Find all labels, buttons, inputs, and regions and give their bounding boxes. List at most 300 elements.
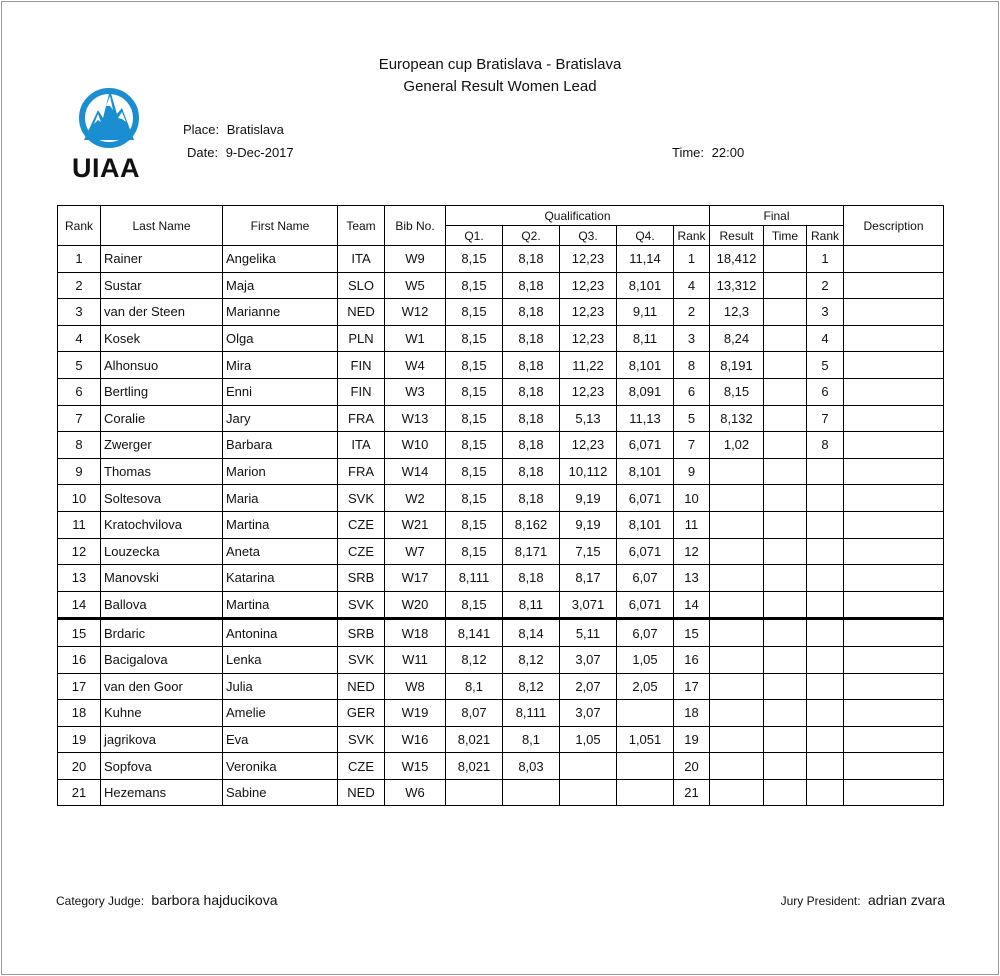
place-value: Bratislava	[226, 122, 284, 137]
cell-time	[764, 485, 807, 512]
cell-q-rank: 9	[674, 458, 710, 485]
cell-description	[844, 538, 944, 565]
cell-q2: 8,171	[503, 538, 560, 565]
cell-bib: W4	[385, 352, 446, 379]
cell-bib: W16	[385, 726, 446, 753]
cell-q3: 12,23	[560, 246, 617, 273]
cell-result	[710, 646, 764, 673]
cell-team: PLN	[338, 325, 385, 352]
cell-q-rank: 6	[674, 378, 710, 405]
cell-rank: 5	[58, 352, 101, 379]
cell-q4: 1,051	[617, 726, 674, 753]
cell-team: CZE	[338, 538, 385, 565]
cell-team: GER	[338, 700, 385, 727]
cell-q3: 8,17	[560, 565, 617, 592]
cell-q4: 11,14	[617, 246, 674, 273]
cell-time	[764, 591, 807, 619]
cell-result	[710, 511, 764, 538]
cell-time	[764, 753, 807, 780]
cell-final-rank: 2	[807, 272, 844, 299]
cell-team: SRB	[338, 619, 385, 647]
cell-bib: W8	[385, 673, 446, 700]
cell-q4: 8,101	[617, 272, 674, 299]
table-row	[58, 538, 944, 565]
cell-time	[764, 299, 807, 326]
cell-q2	[503, 779, 560, 806]
president-label: Jury President:	[780, 894, 861, 908]
cell-rank: 8	[58, 432, 101, 459]
cell-q-rank: 19	[674, 726, 710, 753]
cell-bib: W19	[385, 700, 446, 727]
cell-q3: 11,22	[560, 352, 617, 379]
header-last-name: Last Name	[101, 206, 223, 246]
header-final: Final	[710, 206, 844, 226]
cell-first-name: Marion	[223, 458, 338, 485]
table-row	[58, 619, 944, 647]
cell-bib: W12	[385, 299, 446, 326]
cell-first-name: Antonina	[223, 619, 338, 647]
cell-q3: 5,11	[560, 619, 617, 647]
cell-last-name: Sustar	[101, 272, 223, 299]
cell-final-rank	[807, 619, 844, 647]
cell-team: SLO	[338, 272, 385, 299]
cell-rank: 10	[58, 485, 101, 512]
cell-q2: 8,11	[503, 591, 560, 619]
header-q-rank: Rank	[674, 226, 710, 246]
cell-q4: 6,071	[617, 432, 674, 459]
cell-result	[710, 538, 764, 565]
cell-first-name: Julia	[223, 673, 338, 700]
cell-result: 8,24	[710, 325, 764, 352]
header-bib: Bib No.	[385, 206, 446, 246]
cell-description	[844, 246, 944, 273]
uiaa-logo-text: UIAA	[72, 153, 140, 183]
cell-rank: 15	[58, 619, 101, 647]
cell-q1: 8,15	[446, 485, 503, 512]
cell-first-name: Jary	[223, 405, 338, 432]
cell-rank: 13	[58, 565, 101, 592]
cell-last-name: Zwerger	[101, 432, 223, 459]
cell-q-rank: 3	[674, 325, 710, 352]
cell-team: FRA	[338, 458, 385, 485]
cell-q1: 8,15	[446, 591, 503, 619]
cell-rank: 19	[58, 726, 101, 753]
cell-bib: W13	[385, 405, 446, 432]
cell-q3: 9,19	[560, 511, 617, 538]
cell-rank: 14	[58, 591, 101, 619]
cell-q4: 8,101	[617, 458, 674, 485]
cell-q3: 1,05	[560, 726, 617, 753]
cell-final-rank	[807, 565, 844, 592]
cell-q1: 8,15	[446, 272, 503, 299]
cell-bib: W21	[385, 511, 446, 538]
table-row	[58, 272, 944, 299]
cell-q4: 6,071	[617, 538, 674, 565]
cell-team: CZE	[338, 511, 385, 538]
cell-q-rank: 18	[674, 700, 710, 727]
cell-time	[764, 779, 807, 806]
table-row	[58, 325, 944, 352]
jury-president	[781, 892, 945, 908]
header-team: Team	[338, 206, 385, 246]
cell-time	[764, 325, 807, 352]
cell-last-name: Louzecka	[101, 538, 223, 565]
cell-q-rank: 5	[674, 405, 710, 432]
cell-first-name: Aneta	[223, 538, 338, 565]
cell-team: FIN	[338, 352, 385, 379]
cell-description	[844, 511, 944, 538]
cell-bib: W1	[385, 325, 446, 352]
cell-rank: 9	[58, 458, 101, 485]
cell-description	[844, 779, 944, 806]
cell-final-rank	[807, 753, 844, 780]
cell-time	[764, 352, 807, 379]
president-value: adrian zvara	[867, 892, 945, 908]
cell-time	[764, 458, 807, 485]
cell-q4: 6,071	[617, 485, 674, 512]
cell-q2: 8,18	[503, 246, 560, 273]
cell-q-rank: 1	[674, 246, 710, 273]
cell-first-name: Barbara	[223, 432, 338, 459]
table-row	[58, 591, 944, 619]
cell-last-name: Kratochvilova	[101, 511, 223, 538]
cell-time	[764, 405, 807, 432]
cell-result	[710, 619, 764, 647]
cell-q2: 8,18	[503, 325, 560, 352]
cell-q2: 8,1	[503, 726, 560, 753]
cell-result: 13,312	[710, 272, 764, 299]
header-rank: Rank	[58, 206, 101, 246]
cell-time	[764, 246, 807, 273]
cell-result	[710, 700, 764, 727]
header-q3: Q3.	[560, 226, 617, 246]
cell-last-name: Bacigalova	[101, 646, 223, 673]
cell-last-name: van der Steen	[101, 299, 223, 326]
cell-team: CZE	[338, 753, 385, 780]
cell-q1: 8,07	[446, 700, 503, 727]
cell-description	[844, 405, 944, 432]
cell-q3: 12,23	[560, 272, 617, 299]
cell-q4	[617, 779, 674, 806]
cell-rank: 16	[58, 646, 101, 673]
cell-q3: 2,07	[560, 673, 617, 700]
cell-final-rank: 1	[807, 246, 844, 273]
cell-result	[710, 779, 764, 806]
cell-last-name: Hezemans	[101, 779, 223, 806]
cell-last-name: Manovski	[101, 565, 223, 592]
header-q4: Q4.	[617, 226, 674, 246]
cell-q-rank: 8	[674, 352, 710, 379]
cell-final-rank: 6	[807, 378, 844, 405]
cell-first-name: Eva	[223, 726, 338, 753]
cell-q1: 8,15	[446, 325, 503, 352]
cell-q4	[617, 700, 674, 727]
cell-team: SVK	[338, 591, 385, 619]
category-judge	[56, 892, 278, 908]
cell-description	[844, 378, 944, 405]
table-row	[58, 299, 944, 326]
cell-bib: W14	[385, 458, 446, 485]
cell-q-rank: 20	[674, 753, 710, 780]
cell-result	[710, 673, 764, 700]
cell-last-name: Coralie	[101, 405, 223, 432]
cell-q2: 8,18	[503, 458, 560, 485]
cell-time	[764, 272, 807, 299]
table-row	[58, 726, 944, 753]
cell-result	[710, 591, 764, 619]
cell-final-rank	[807, 700, 844, 727]
cell-bib: W15	[385, 753, 446, 780]
header-qualification: Qualification	[446, 206, 710, 226]
cell-first-name: Lenka	[223, 646, 338, 673]
cell-q1: 8,141	[446, 619, 503, 647]
cell-time	[764, 378, 807, 405]
results-table	[57, 205, 944, 806]
cell-description	[844, 673, 944, 700]
cell-q1: 8,15	[446, 405, 503, 432]
cell-first-name: Martina	[223, 511, 338, 538]
cell-team: FIN	[338, 378, 385, 405]
cell-q3	[560, 753, 617, 780]
cell-last-name: Rainer	[101, 246, 223, 273]
cell-q3	[560, 779, 617, 806]
cell-q1: 8,15	[446, 538, 503, 565]
cell-result: 8,191	[710, 352, 764, 379]
cell-first-name: Enni	[223, 378, 338, 405]
cell-time	[764, 673, 807, 700]
cell-team: SVK	[338, 726, 385, 753]
header-time: Time	[764, 226, 807, 246]
cell-q-rank: 2	[674, 299, 710, 326]
cell-q2: 8,18	[503, 485, 560, 512]
cell-time	[764, 511, 807, 538]
table-row	[58, 779, 944, 806]
cell-q4: 6,07	[617, 565, 674, 592]
cell-description	[844, 753, 944, 780]
cell-result: 8,15	[710, 378, 764, 405]
cell-last-name: van den Goor	[101, 673, 223, 700]
cell-q3: 12,23	[560, 378, 617, 405]
cell-q1: 8,1	[446, 673, 503, 700]
cell-bib: W11	[385, 646, 446, 673]
table-row	[58, 565, 944, 592]
cell-q-rank: 15	[674, 619, 710, 647]
cell-q-rank: 17	[674, 673, 710, 700]
date-line	[187, 145, 294, 160]
cell-description	[844, 565, 944, 592]
cell-time	[764, 726, 807, 753]
cell-final-rank	[807, 538, 844, 565]
cell-result	[710, 458, 764, 485]
judge-label: Category Judge:	[56, 894, 145, 908]
cell-time	[764, 619, 807, 647]
cell-q1: 8,15	[446, 458, 503, 485]
cell-q3: 12,23	[560, 325, 617, 352]
cell-first-name: Sabine	[223, 779, 338, 806]
header-q2: Q2.	[503, 226, 560, 246]
cell-bib: W9	[385, 246, 446, 273]
cell-team: FRA	[338, 405, 385, 432]
cell-final-rank	[807, 591, 844, 619]
cell-q4: 8,101	[617, 352, 674, 379]
cell-q2: 8,18	[503, 432, 560, 459]
cell-team: SVK	[338, 485, 385, 512]
cell-q-rank: 7	[674, 432, 710, 459]
cell-q2: 8,18	[503, 299, 560, 326]
table-row	[58, 485, 944, 512]
cell-q1	[446, 779, 503, 806]
cell-q1: 8,15	[446, 299, 503, 326]
table-body	[58, 246, 944, 806]
cell-final-rank	[807, 673, 844, 700]
cell-q4: 8,101	[617, 511, 674, 538]
cell-description	[844, 272, 944, 299]
cell-first-name: Amelie	[223, 700, 338, 727]
cell-bib: W6	[385, 779, 446, 806]
cell-result: 8,132	[710, 405, 764, 432]
cell-q1: 8,021	[446, 753, 503, 780]
cell-q2: 8,18	[503, 272, 560, 299]
cell-result	[710, 485, 764, 512]
cell-last-name: Sopfova	[101, 753, 223, 780]
cell-bib: W5	[385, 272, 446, 299]
cell-q-rank: 13	[674, 565, 710, 592]
cell-team: SRB	[338, 565, 385, 592]
cell-q4: 6,07	[617, 619, 674, 647]
cell-time	[764, 565, 807, 592]
table-row	[58, 405, 944, 432]
cell-final-rank	[807, 458, 844, 485]
cell-team: NED	[338, 299, 385, 326]
cell-team: ITA	[338, 246, 385, 273]
date-label: Date:	[187, 145, 219, 160]
cell-description	[844, 591, 944, 619]
cell-rank: 3	[58, 299, 101, 326]
cell-final-rank	[807, 646, 844, 673]
cell-final-rank: 8	[807, 432, 844, 459]
cell-q3: 7,15	[560, 538, 617, 565]
cell-q4: 9,11	[617, 299, 674, 326]
cell-description	[844, 700, 944, 727]
cell-description	[844, 485, 944, 512]
cell-q1: 8,12	[446, 646, 503, 673]
cell-first-name: Veronika	[223, 753, 338, 780]
cell-q2: 8,18	[503, 405, 560, 432]
cell-last-name: Alhonsuo	[101, 352, 223, 379]
cell-q4: 6,071	[617, 591, 674, 619]
cell-result	[710, 565, 764, 592]
time-line	[672, 145, 744, 160]
cell-description	[844, 458, 944, 485]
cell-final-rank: 5	[807, 352, 844, 379]
cell-bib: W17	[385, 565, 446, 592]
table-row	[58, 458, 944, 485]
cell-bib: W2	[385, 485, 446, 512]
cell-last-name: Bertling	[101, 378, 223, 405]
cell-result: 18,412	[710, 246, 764, 273]
cell-last-name: Soltesova	[101, 485, 223, 512]
table-row	[58, 753, 944, 780]
header-q1: Q1.	[446, 226, 503, 246]
cell-q-rank: 12	[674, 538, 710, 565]
cell-description	[844, 726, 944, 753]
cell-description	[844, 619, 944, 647]
cell-rank: 21	[58, 779, 101, 806]
cell-q-rank: 4	[674, 272, 710, 299]
cell-team: SVK	[338, 646, 385, 673]
cell-final-rank: 3	[807, 299, 844, 326]
cell-first-name: Katarina	[223, 565, 338, 592]
time-value: 22:00	[711, 145, 745, 160]
cell-q2: 8,18	[503, 378, 560, 405]
cell-result	[710, 753, 764, 780]
cell-q-rank: 16	[674, 646, 710, 673]
cell-bib: W7	[385, 538, 446, 565]
cell-q4	[617, 753, 674, 780]
cell-q3: 9,19	[560, 485, 617, 512]
cell-q2: 8,12	[503, 673, 560, 700]
cell-q1: 8,15	[446, 352, 503, 379]
cell-q4: 1,05	[617, 646, 674, 673]
cell-q3: 10,112	[560, 458, 617, 485]
header-final-rank: Rank	[807, 226, 844, 246]
cell-q4: 8,11	[617, 325, 674, 352]
cell-q2: 8,18	[503, 565, 560, 592]
cell-team: NED	[338, 779, 385, 806]
cell-q4: 11,13	[617, 405, 674, 432]
cell-q2: 8,12	[503, 646, 560, 673]
cell-rank: 20	[58, 753, 101, 780]
cell-description	[844, 646, 944, 673]
cell-time	[764, 432, 807, 459]
cell-time	[764, 538, 807, 565]
cell-q2: 8,18	[503, 352, 560, 379]
cell-description	[844, 352, 944, 379]
cell-final-rank: 7	[807, 405, 844, 432]
cell-rank: 17	[58, 673, 101, 700]
cell-first-name: Maria	[223, 485, 338, 512]
cell-rank: 1	[58, 246, 101, 273]
cell-result	[710, 726, 764, 753]
document-title: European cup Bratislava - Bratislava	[378, 56, 622, 73]
header-first-name: First Name	[223, 206, 338, 246]
cell-first-name: Maja	[223, 272, 338, 299]
cell-q3: 3,07	[560, 700, 617, 727]
cell-q1: 8,15	[446, 378, 503, 405]
cell-q2: 8,03	[503, 753, 560, 780]
cell-final-rank	[807, 779, 844, 806]
table-row	[58, 673, 944, 700]
table-row	[58, 246, 944, 273]
cell-q2: 8,14	[503, 619, 560, 647]
cell-final-rank	[807, 726, 844, 753]
table-row	[58, 646, 944, 673]
place-line	[183, 122, 284, 137]
cell-q2: 8,111	[503, 700, 560, 727]
cell-q-rank: 11	[674, 511, 710, 538]
judge-value: barbora hajducikova	[151, 892, 278, 908]
cell-q4: 2,05	[617, 673, 674, 700]
cell-description	[844, 299, 944, 326]
cell-rank: 4	[58, 325, 101, 352]
cell-last-name: Ballova	[101, 591, 223, 619]
cell-rank: 2	[58, 272, 101, 299]
cell-bib: W10	[385, 432, 446, 459]
table-row	[58, 700, 944, 727]
cell-last-name: Brdaric	[101, 619, 223, 647]
cell-result: 12,3	[710, 299, 764, 326]
cell-rank: 7	[58, 405, 101, 432]
